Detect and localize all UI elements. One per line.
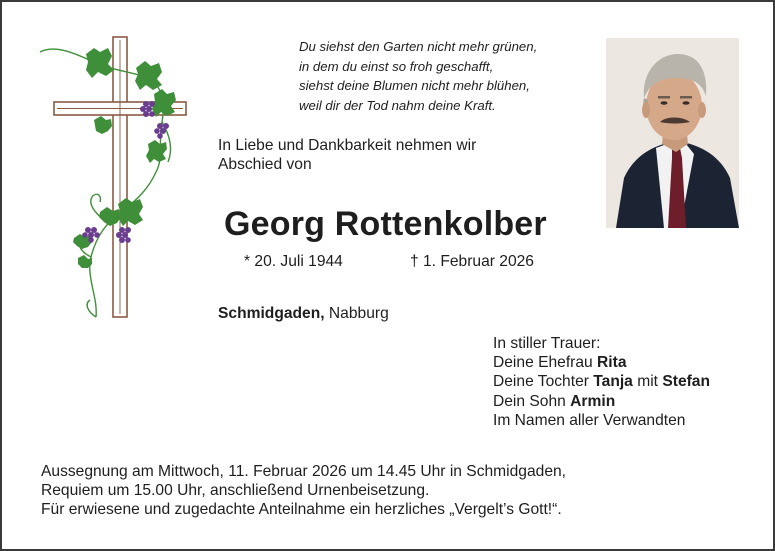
mourner-name: Tanja (593, 373, 633, 391)
mourners-list (493, 334, 710, 430)
footer-line: Requiem um 15.00 Uhr, anschließend Urnenbeisetzung. (41, 482, 430, 499)
portrait-photo (606, 38, 739, 228)
poem-line: siehst deine Blumen nicht mehr blühen, (299, 78, 530, 93)
intro-line: In Liebe und Dankbarkeit nehmen wir (218, 137, 477, 154)
birth-date: * 20. Juli 1944 (244, 253, 343, 270)
poem-line: weil dir der Tod nahm deine Kraft. (299, 97, 496, 113)
memorial-poem (299, 37, 599, 115)
relation-label: Dein Sohn (493, 392, 566, 410)
footer-line: Für erwiesene und zugedachte Anteilnahme ein herzliches „Vergelt’s Gott!“. (41, 501, 562, 518)
cross-with-vine-icon (36, 32, 196, 327)
death-date: † 1. Februar 2026 (410, 253, 534, 270)
mourner-daughter (493, 372, 710, 391)
poem-line: Du siehst den Garten nicht mehr grünen, (299, 39, 538, 54)
mourner-name: Rita (597, 354, 627, 372)
farewell-intro (218, 136, 476, 174)
relation-label: Deine Ehefrau (493, 354, 593, 372)
relation-label: Deine Tochter (493, 373, 589, 391)
residence-secondary: Nabburg (328, 305, 389, 322)
mourner-wife (493, 353, 710, 372)
residence-primary: Schmidgaden, (218, 305, 325, 322)
footer-line: Aussegnung am Mittwoch, 11. Februar 2026 um 14.45 Uhr in Schmidgaden, (41, 463, 566, 480)
connector-text: mit (637, 373, 658, 391)
mourners-heading: In stiller Trauer: (493, 335, 601, 352)
service-details (41, 462, 566, 519)
portrait-illustration (606, 38, 739, 228)
poem-line: in dem du einst so froh geschafft, (299, 58, 494, 74)
mourners-relatives: Im Namen aller Verwandten (493, 411, 686, 429)
mourner-name: Armin (570, 392, 616, 410)
deceased-name: Georg Rottenkolber (224, 205, 547, 243)
mourner-son (493, 392, 710, 411)
residence (218, 305, 389, 323)
intro-line: Abschied von (218, 156, 312, 173)
mourner-name: Stefan (662, 373, 711, 391)
